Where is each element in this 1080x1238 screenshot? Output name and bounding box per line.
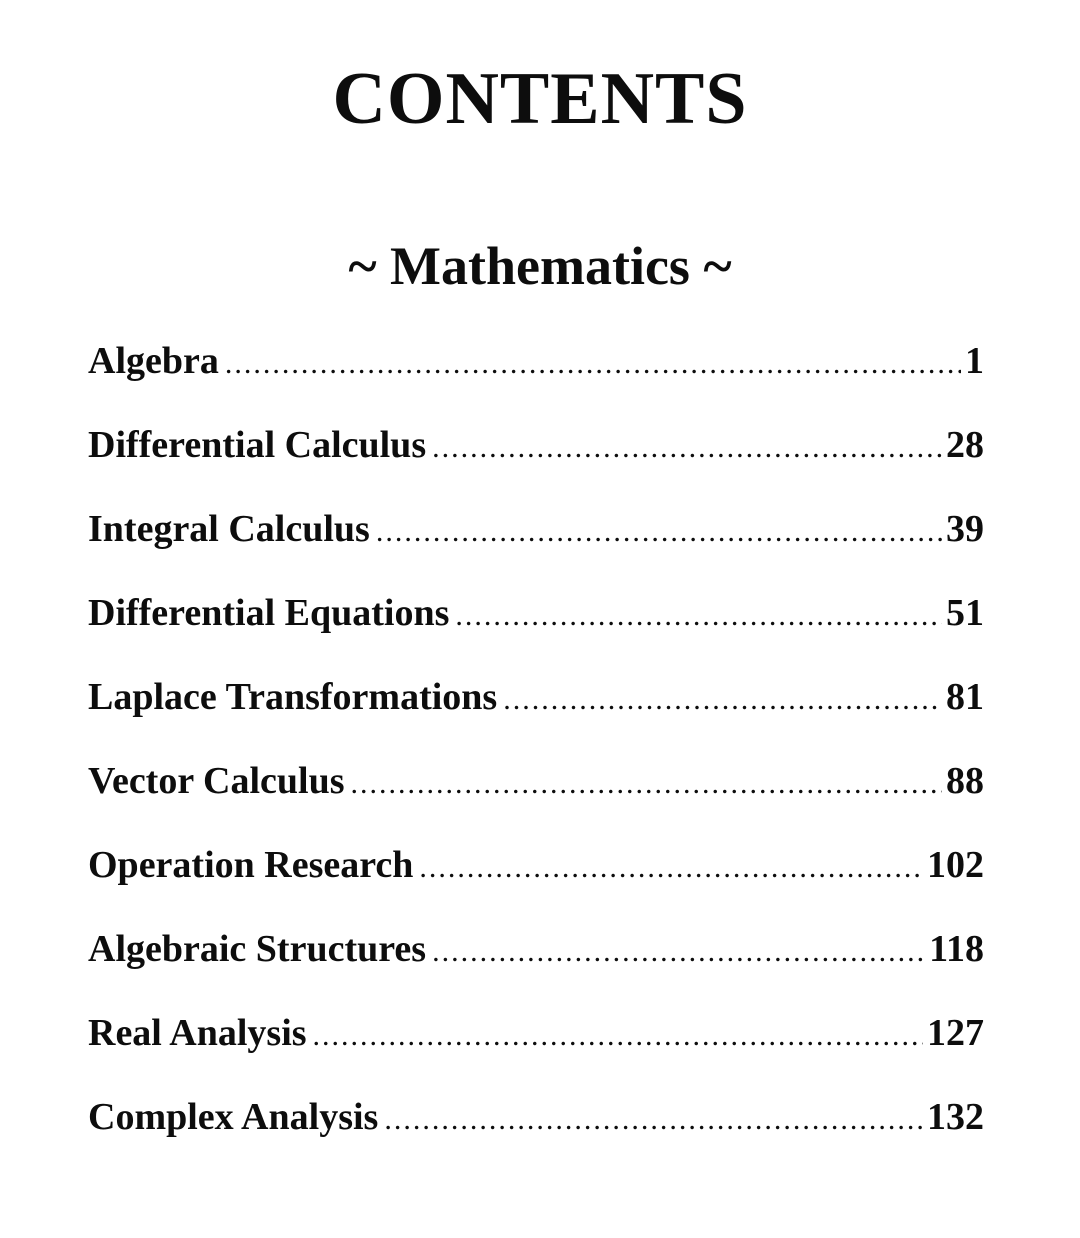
dot-leader xyxy=(419,845,923,891)
toc-entry-title: Differential Calculus xyxy=(88,424,427,466)
toc-entry-title: Algebra xyxy=(88,340,219,382)
toc-entry-title: Real Analysis xyxy=(88,1012,307,1054)
table-of-contents xyxy=(88,338,984,1178)
toc-entry-page-number: 118 xyxy=(929,928,984,970)
dot-leader xyxy=(455,593,942,639)
dot-leader xyxy=(351,761,943,807)
toc-entry-page-number: 51 xyxy=(946,592,984,634)
toc-entry[interactable] xyxy=(88,338,984,422)
toc-entry-page-number: 28 xyxy=(946,424,984,466)
toc-entry[interactable] xyxy=(88,1094,984,1178)
dot-leader xyxy=(376,509,942,555)
toc-entry-page-number: 81 xyxy=(946,676,984,718)
toc-entry[interactable] xyxy=(88,842,984,926)
dot-leader xyxy=(225,341,961,387)
toc-entry-page-number: 88 xyxy=(946,760,984,802)
dot-leader xyxy=(313,1013,923,1059)
toc-entry[interactable] xyxy=(88,926,984,1010)
toc-entry[interactable] xyxy=(88,506,984,590)
dot-leader xyxy=(432,425,942,471)
toc-entry-page-number: 127 xyxy=(927,1012,984,1054)
toc-entry-page-number: 132 xyxy=(927,1096,984,1138)
toc-entry[interactable] xyxy=(88,1010,984,1094)
toc-entry-page-number: 1 xyxy=(965,340,984,382)
toc-entry-title: Vector Calculus xyxy=(88,760,345,802)
toc-entry-page-number: 102 xyxy=(927,844,984,886)
section-heading: ~ Mathematics ~ xyxy=(348,236,732,296)
toc-entry-page-number: 39 xyxy=(946,508,984,550)
dot-leader xyxy=(384,1097,923,1143)
toc-entry[interactable] xyxy=(88,674,984,758)
toc-entry[interactable] xyxy=(88,590,984,674)
toc-entry-title: Integral Calculus xyxy=(88,508,370,550)
toc-entry-title: Complex Analysis xyxy=(88,1096,379,1138)
toc-entry-title: Laplace Transformations xyxy=(88,676,498,718)
page-title: CONTENTS xyxy=(332,58,748,140)
dot-leader xyxy=(432,929,925,975)
toc-entry-title: Differential Equations xyxy=(88,592,450,634)
toc-entry-title: Operation Research xyxy=(88,844,414,886)
toc-entry-title: Algebraic Structures xyxy=(88,928,427,970)
dot-leader xyxy=(503,677,942,723)
toc-entry[interactable] xyxy=(88,758,984,842)
toc-entry[interactable] xyxy=(88,422,984,506)
